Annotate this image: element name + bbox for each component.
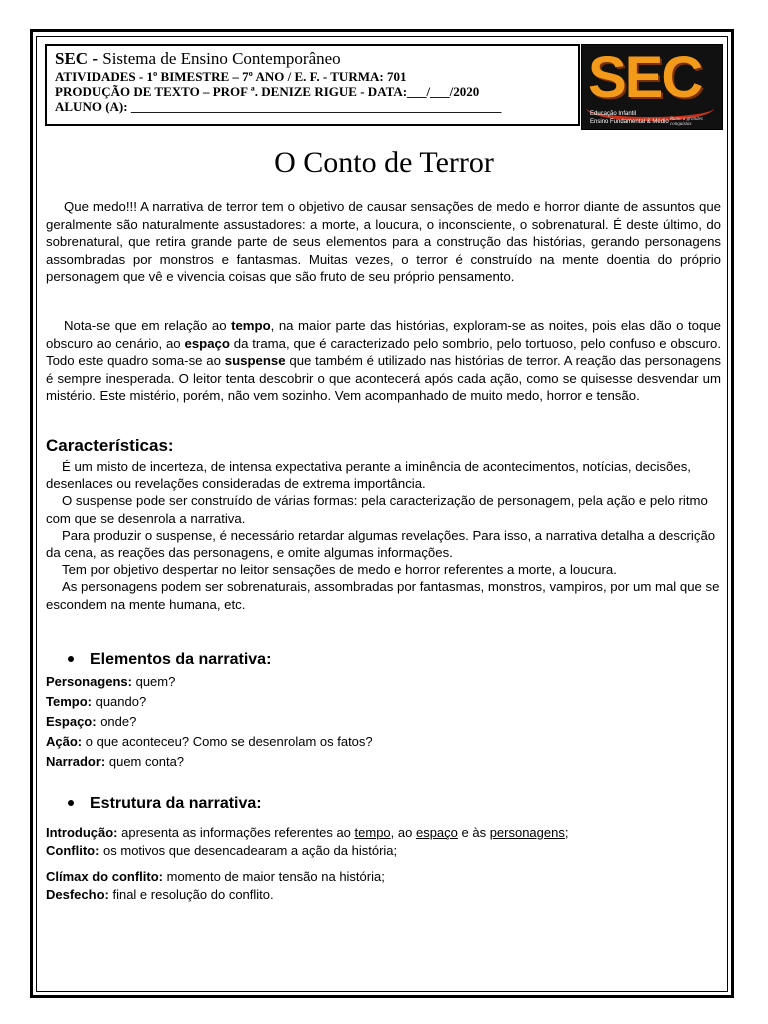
logo-line1: Educação Infantil (590, 111, 637, 117)
list-item: As personagens podem ser sobrenaturais, assombradas por fantasmas, monstros, vampiros, por um mal que se escondem na mente humana, etc. (46, 579, 720, 612)
list-item: Introdução: apresenta as informações referentes ao tempo, ao espaço e às personagens; (46, 825, 569, 840)
list-item: Ação: o que aconteceu? Como se desenrolam os fatos? (46, 734, 373, 749)
intro-paragraph-1: Que medo!!! A narrativa de terror tem o objetivo de causar sensações de medo e horror diante de assuntos que geralmente são naturalmente assustadores: a morte, a loucura, o inconsciente, o sobrenatural. É deste último, do sobrenatural, que retira grande parte de seus elementos para a construção das histórias, gerando personagens assombradas por monstros e fantasmas. Muitas vezes, o terror é construído na mente doentia do próprio personagem que vê e vivencia coisas que são fruto de seu próprio pensamento. (46, 199, 721, 285)
list-item: Narrador: quem conta? (46, 754, 185, 769)
teacher-date-line: PRODUÇÃO DE TEXTO – PROF ª. DENIZE RIGUE - DATA:___/___/2020 (55, 84, 480, 99)
list-item: Desfecho: final e resolução do conflito. (46, 887, 274, 902)
elements-list (46, 672, 373, 772)
logo-motto: Rumo a grandes conquistas (670, 117, 703, 127)
structure-list (46, 824, 568, 904)
list-item: Clímax do conflito: momento de maior tensão na história; (46, 869, 385, 884)
list-item: Conflito: os motivos que desencadearam a ação da história; (46, 843, 398, 858)
header-box (45, 44, 580, 126)
characteristics-heading: Características: (46, 436, 174, 455)
page-title: O Conto de Terror (274, 146, 494, 179)
list-item: É um misto de incerteza, de intensa expectativa perante a iminência de acontecimentos, notícias, decisões, desenlaces ou revelações consideradas de extrema importância. (46, 459, 691, 492)
student-line: ALUNO (A): _________________________________________________________ (55, 99, 502, 114)
logo-text: SEC (588, 45, 702, 110)
list-item: Personagens: quem? (46, 674, 176, 689)
characteristics-list (46, 458, 721, 613)
school-line: SEC - Sistema de Ensino Contemporâneo (55, 49, 341, 68)
elements-heading: Elementos da narrativa: (68, 650, 271, 670)
bullet-icon (68, 656, 74, 662)
intro-paragraph-2: Nota-se que em relação ao tempo, na maior parte das histórias, exploram-se as noites, pois elas dão o toque obscuro ao cenário, ao espaço da trama, que é caracterizado pelo sombrio, pelo tortuoso, pelo confuso e obscuro. Todo este quadro soma-se ao suspense que também é utilizado nas histórias de terror. A reação das personagens é sempre inesperada. O leitor tenta descobrir o que acontecerá após cada ação, como se quisesse desvendar um mistério. Este mistério, porém, não vem sozinho. Vem acompanhado de muito medo, horror e tensão. (46, 318, 722, 404)
list-item: O suspense pode ser construído de várias formas: pela caracterização de personagem, pela ação e pelo ritmo com que se desenrola a narrativa. (46, 493, 708, 526)
structure-heading: Estrutura da narrativa: (68, 794, 262, 814)
logo-line2: Ensino Fundamental & Médio (590, 119, 669, 125)
list-item: Para produzir o suspense, é necessário retardar algumas revelações. Para isso, a narrativa detalha a descrição da cena, as reações das personagens, e omite algumas informações. (46, 527, 716, 561)
bullet-icon (68, 800, 74, 806)
list-item: Tempo: quando? (46, 694, 147, 709)
sec-logo (581, 44, 723, 130)
activity-line: ATIVIDADES - 1º BIMESTRE – 7º ANO / E. F. - TURMA: 701 (55, 69, 407, 84)
list-item: Tem por objetivo despertar no leitor sensações de medo e horror referentes a morte, a loucura. (62, 562, 617, 578)
list-item: Espaço: onde? (46, 714, 137, 729)
